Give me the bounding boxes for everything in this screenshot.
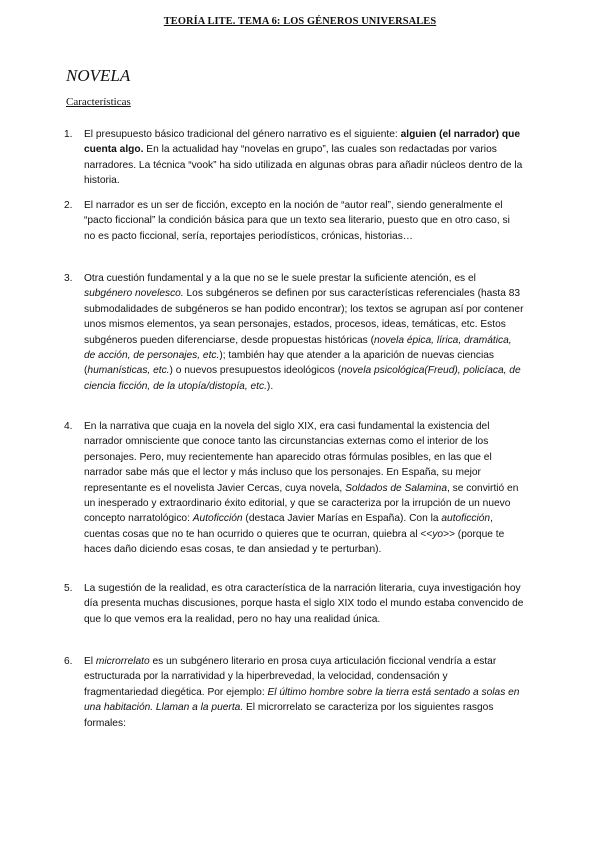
text-run: (destaca Javier Marías en España). Con la [242,513,442,525]
text-run: El [84,656,96,667]
text-run: Otra cuestión fundamental y a la que no se le suele prestar la suficiente atención, es el [84,273,476,284]
italic-text: autoficción [441,513,491,525]
text-run: La sugestión de la realidad, es otra característica de la narración literaria, cuya investigación hoy día presenta muchas discusiones, porque hasta el siglo XIX todo el mundo estaba convencido de que lo que vemos era la realidad, pero no hay una realidad única. [84,583,524,625]
list-item-number: 6. [64,656,73,667]
italic-text: novela psicológica(Freud), policíaca, de ciencia ficción, de la utopía/distopía, etc. [84,365,521,392]
list-item [64,127,524,189]
bold-text: alguien (el narrador) que cuenta algo. [84,129,521,156]
list-item-text [84,271,524,394]
text-run: El microrrelato se caracteriza por los siguientes rasgos formales: [84,702,494,729]
text-run: , cuentas cosas que no te han ocurrido o quieres que te ocurran, quiebra al << [84,513,493,540]
italic-text: humanísticas, etc. [87,365,170,377]
text-run: ) o nuevos presupuestos ideológicos ( [169,365,342,377]
text-run: >> (porque te haces daño diciendo esas cosas, te dan ansiedad y te perturban). [84,528,505,556]
list-item [64,654,524,731]
italic-text: novela épica, lírica, dramática, de acción, de personajes, etc. [84,334,512,362]
list-item-number: 2. [64,200,73,211]
list-item-number: 4. [64,421,73,432]
list-item [64,198,524,244]
list-item-text [84,419,524,558]
text-run: El presupuesto básico tradicional del género narrativo es el siguiente: [84,129,401,140]
section-heading: NOVELA [66,66,131,85]
text-run: En la actualidad hay “novelas en grupo”, las cuales son redactadas por varios narradores. La técnica “vook” ha sido utilizada en algunas obras para añadir núcleos dentro de la historia. [84,144,523,187]
text-run: , se convirtió en un inesperado y extraordinario éxito editorial, y que se caracteriza por la irrupción de un nuevo concepto narratológico: [84,482,519,525]
text-run: es un subgénero literario en prosa cuya articulación ficcional vendría a estar estructurada por la narratividad y la hiperbrevedad, la velocidad, condensación y fragmentariedad diegética. Por ejemplo: [84,656,497,698]
list-item-text [84,198,524,244]
list-item-number: 5. [64,583,73,594]
text-run: ); también hay que atender a la aparición de nuevas ciencias ( [84,350,495,377]
list-item [64,581,524,627]
list-item-number: 1. [64,129,73,140]
document-title: TEORÍA LITE. TEMA 6: LOS GÉNEROS UNIVERSALES [163,16,437,27]
list-item-text [84,127,524,189]
text-run: ). [266,380,274,392]
italic-text: yo [432,528,444,540]
list-item-text [84,581,524,627]
list-item [64,419,524,558]
list-item [64,271,524,394]
italic-text: microrrelato [95,656,150,667]
subheading: Características [66,96,131,108]
text-run: El narrador es un ser de ficción, excepto en la noción de “autor real”, siendo generalmente el “pacto ficcional” la condición básica para que un texto sea literario, puesto que en otro caso, si no es pacto ficcional, sería, reportajes periodísticos, crónicas, historias… [84,200,510,242]
italic-text: subgénero novelesco. [84,288,184,300]
list-item-number: 3. [64,273,73,284]
text-run: En la narrativa que cuaja en la novela del siglo XIX, era casi fundamental la existencia del narrador omnisciente que conoce tanto las circunstancias externas como el interior de los personajes. Pero, muy recientemente han aparecido otras fórmulas posibles, en las que el narrador sabe más que el lector y más incluso que los personajes. En España, su mejor representante es el novelista Javier Cercas, cuya novela, [84,421,492,494]
italic-text: Soldados de Salamina [345,482,448,494]
italic-text: El último hombre sobre la tierra está sentado a solas en una habitación. Llaman a la puerta. [84,686,520,714]
italic-text: Autoficción [192,513,243,525]
text-run: Los subgéneros se definen por sus características referenciales (hasta 83 submodalidades de subgéneros se han podido encontrar); los textos se agrupan así por contener unos mismos elementos, ya sean personajes, estados, procesos, ideas, temáticas, etc. Estos subgéneros pueden diferenciarse, desde propuestas históricas ( [84,288,524,346]
list-item-text [84,654,524,731]
